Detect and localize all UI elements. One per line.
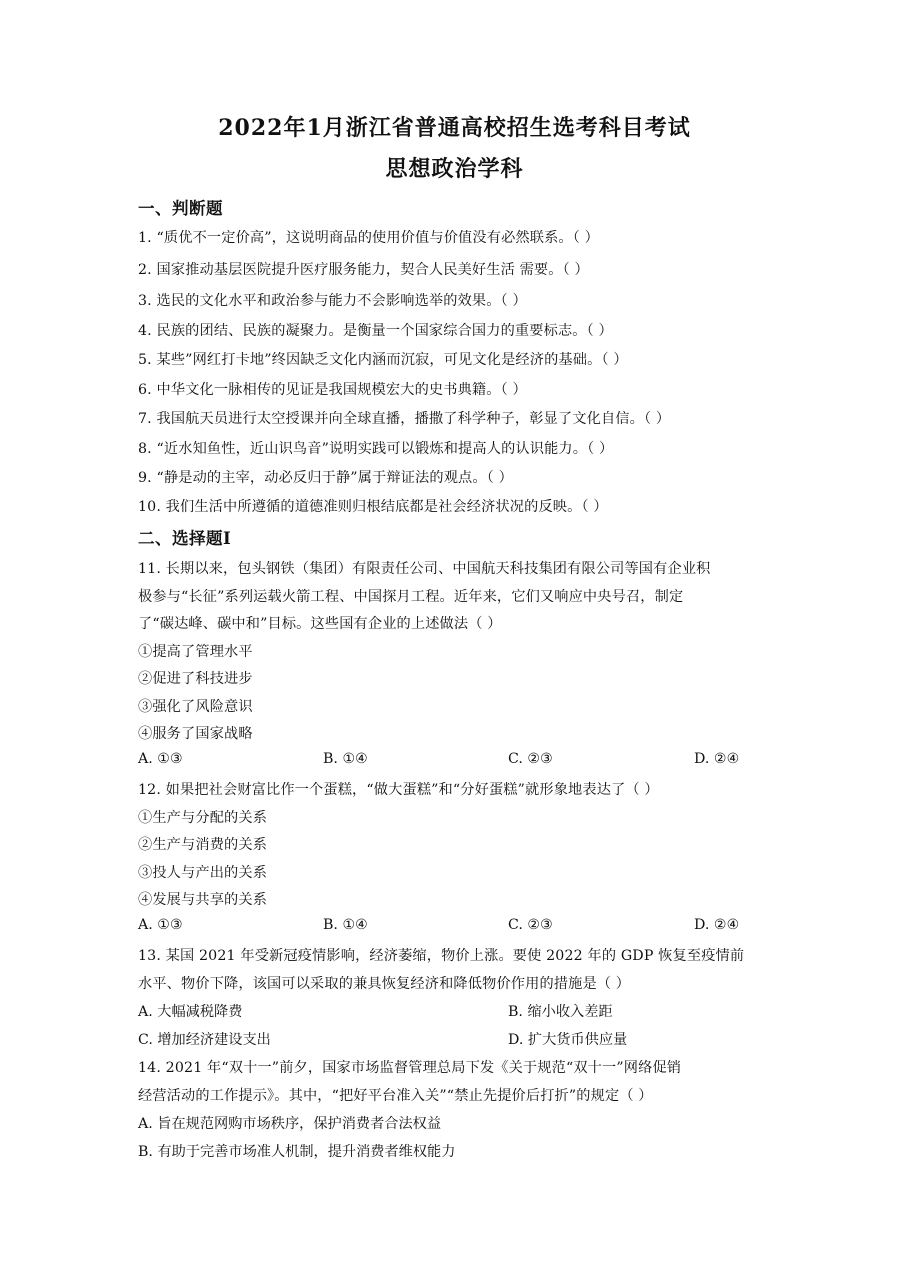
q12-statement-1: ①生产与分配的关系 <box>138 810 268 826</box>
q14-line-2: 经营活动的工作提示》。其中，“把好平台准入关”“禁止先提价后打折”的规定（ ） <box>138 1088 653 1104</box>
q11-option-b: B. ①④ <box>323 751 368 767</box>
q13-option-c: C. 增加经济建设支出 <box>138 1032 271 1048</box>
q11-option-d: D. ②④ <box>694 751 740 767</box>
q11-statement-1: ①提高了管理水平 <box>138 644 253 660</box>
q11-option-a: A. ①③ <box>138 751 183 767</box>
q13-option-d: D. 扩大货币供应量 <box>508 1032 628 1048</box>
q11-line-3: 了“碳达峰、碳中和”目标。这些国有企业的上述做法（ ） <box>138 616 502 632</box>
q12-statement-4: ④发展与共享的关系 <box>138 892 268 908</box>
q12-option-b: B. ①④ <box>323 917 368 933</box>
judgement-item-2: 2. 国家推动基层医院提升医疗服务能力，契合人民美好生活 需要。（ ） <box>138 262 589 278</box>
judgement-item-7: 7. 我国航天员进行太空授课并向全球直播，播撒了科学种子，彰显了文化自信。（ ） <box>138 411 671 427</box>
q12-option-d: D. ②④ <box>694 917 740 933</box>
exam-title: 2022年1月浙江省普通高校招生选考科目考试 <box>218 115 691 141</box>
q13-line-2: 水平、物价下降，该国可以采取的兼具恢复经济和降低物价作用的措施是（ ） <box>138 976 631 992</box>
q11-statement-4: ④服务了国家战略 <box>138 726 253 742</box>
q12-option-c: C. ②③ <box>508 917 553 933</box>
q12-line-1: 12. 如果把社会财富比作一个蛋糕，“做大蛋糕”和“分好蛋糕”就形象地表达了（ ） <box>138 782 659 798</box>
q12-option-a: A. ①③ <box>138 917 183 933</box>
judgement-item-10: 10. 我们生活中所遵循的道德准则归根结底都是社会经济状况的反映。（ ） <box>138 499 608 515</box>
q12-statement-3: ③投人与产出的关系 <box>138 865 268 881</box>
q11-line-1: 11. 长期以来，包头钢铁（集团）有限责任公司、中国航天科技集团有限公司等国有企业积 <box>138 561 711 577</box>
judgement-item-8: 8. “近水知鱼性，近山识鸟音”说明实践可以锻炼和提高人的认识能力。（ ） <box>138 441 614 457</box>
exam-subject: 思想政治学科 <box>385 156 524 182</box>
q11-statement-2: ②促进了科技进步 <box>138 671 253 687</box>
judgement-item-6: 6. 中华文化一脉相传的见证是我国规模宏大的史书典籍。（ ） <box>138 382 527 398</box>
q13-option-b: B. 缩小收入差距 <box>508 1004 613 1020</box>
q12-statement-2: ②生产与消费的关系 <box>138 837 268 853</box>
judgement-item-9: 9. “静是动的主宰，动必反归于静”属于辩证法的观点。（ ） <box>138 470 513 486</box>
q14-option-a: A. 旨在规范网购市场秩序，保护消费者合法权益 <box>138 1116 442 1132</box>
q14-line-1: 14. 2021 年“双十一”前夕，国家市场监督管理总局下发《关于规范“双十一”网络促销 <box>138 1060 682 1076</box>
judgement-item-5: 5. 某些”网红打卡地”终因缺乏文化内涵而沉寂，可见文化是经济的基础。（ ） <box>138 352 628 368</box>
q11-statement-3: ③强化了风险意识 <box>138 699 253 715</box>
section-heading-choice: 二、选择题Ⅰ <box>138 529 232 548</box>
q13-line-1: 13. 某国 2021 年受新冠疫情影响，经济萎缩，物价上涨。要使 2022 年的 GDP 恢复至疫情前 <box>138 948 745 964</box>
section-heading-judgement: 一、判断题 <box>138 199 223 218</box>
q13-option-a: A. 大幅减税降费 <box>138 1004 243 1020</box>
q14-option-b: B. 有助于完善市场准人机制，提升消费者维权能力 <box>138 1144 456 1160</box>
judgement-item-4: 4. 民族的团结、民族的凝聚力。是衡量一个国家综合国力的重要标志。（ ） <box>138 323 613 339</box>
q11-option-c: C. ②③ <box>508 751 553 767</box>
judgement-item-1: 1. “质优不一定价高”，这说明商品的使用价值与价值没有必然联系。（ ） <box>138 230 599 246</box>
q11-line-2: 极参与“长征”系列运载火箭工程、中国探月工程。近年来，它们又响应中央号召，制定 <box>138 589 684 605</box>
judgement-item-3: 3. 选民的文化水平和政治参与能力不会影响选举的效果。（ ） <box>138 293 527 309</box>
